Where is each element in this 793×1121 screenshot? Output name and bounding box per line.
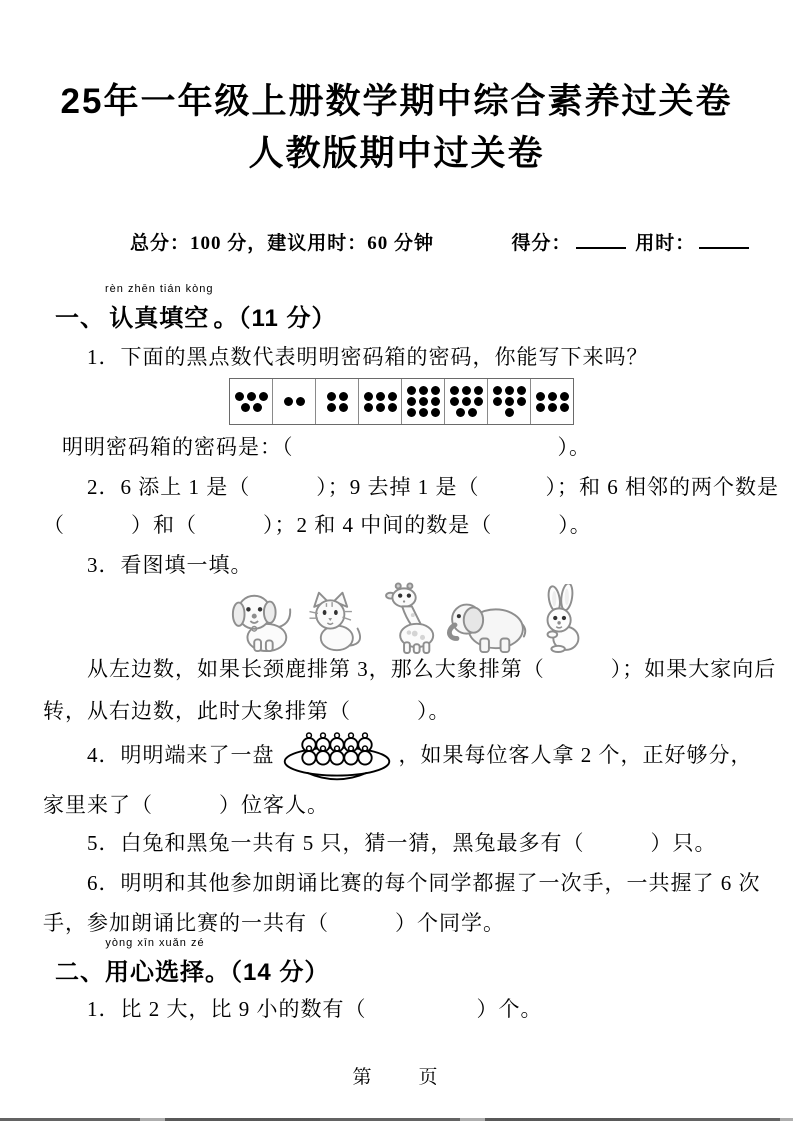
dot bbox=[419, 397, 428, 406]
cat-image bbox=[301, 588, 367, 654]
dot bbox=[548, 403, 557, 412]
dot-cell bbox=[273, 379, 316, 424]
s1-q4-line1 bbox=[87, 724, 753, 786]
dot bbox=[407, 408, 416, 417]
dot bbox=[474, 386, 483, 395]
dot bbox=[536, 392, 545, 401]
dot bbox=[462, 386, 471, 395]
dot bbox=[505, 408, 514, 417]
dot-cell bbox=[316, 379, 359, 424]
dot bbox=[450, 397, 459, 406]
dot bbox=[517, 397, 526, 406]
dot-cell bbox=[359, 379, 402, 424]
dot-row bbox=[505, 408, 514, 417]
s1-q1-answer-line: 明明密码箱的密码是：（ ）。 bbox=[62, 435, 591, 459]
plate-of-fruits-image bbox=[281, 726, 393, 784]
dot bbox=[364, 392, 373, 401]
dot bbox=[431, 408, 440, 417]
section2-number: 二、 bbox=[55, 959, 105, 986]
dot bbox=[388, 403, 397, 412]
dot-cell bbox=[445, 379, 488, 424]
s1-q6-line1: 6．明明和其他参加朗诵比赛的每个同学都握了一次手，一共握了 6 次 bbox=[87, 871, 761, 895]
s1-q4-before-plate: 4．明明端来了一盘 bbox=[87, 743, 275, 767]
dot-row bbox=[364, 392, 397, 401]
dot bbox=[548, 392, 557, 401]
s1-q3-text: 3．看图填一填。 bbox=[87, 553, 253, 577]
s1-q4-line2: 家里来了（ ）位客人。 bbox=[43, 793, 329, 817]
dot-row bbox=[450, 397, 483, 406]
dot-row bbox=[456, 408, 477, 417]
section1-title-hanzi: 认真填空 bbox=[109, 305, 210, 332]
info-row bbox=[130, 228, 753, 255]
elephant-image bbox=[445, 590, 529, 654]
dot bbox=[431, 397, 440, 406]
page-title bbox=[0, 76, 793, 180]
dog-image bbox=[228, 588, 296, 654]
dot-row bbox=[493, 397, 526, 406]
section2-header bbox=[55, 938, 329, 987]
dot-cell bbox=[488, 379, 531, 424]
score-label: 得分： bbox=[511, 233, 572, 254]
dot bbox=[536, 403, 545, 412]
section2-title-word bbox=[105, 938, 205, 987]
dot-row bbox=[241, 403, 262, 412]
fruit bbox=[316, 751, 329, 764]
dot bbox=[339, 403, 348, 412]
dot-row bbox=[235, 392, 268, 401]
dot bbox=[560, 392, 569, 401]
s1-q3-line2: 转，从右边数，此时大象排第（ ）。 bbox=[43, 699, 451, 723]
fruit bbox=[358, 751, 371, 764]
s1-q3-line1: 从左边数，如果长颈鹿排第 3，那么大象排第（ ）；如果大家向后 bbox=[87, 657, 777, 681]
dot bbox=[474, 397, 483, 406]
score-blank bbox=[576, 233, 626, 249]
dot bbox=[462, 397, 471, 406]
dot bbox=[284, 397, 293, 406]
giraffe-image bbox=[372, 582, 440, 654]
dot-row bbox=[284, 397, 305, 406]
dot bbox=[456, 408, 465, 417]
rabbit-image bbox=[534, 584, 590, 654]
dot bbox=[259, 392, 268, 401]
dot bbox=[505, 397, 514, 406]
s1-q5-text: 5．白兔和黑兔一共有 5 只，猜一猜，黑兔最多有（ ）只。 bbox=[87, 831, 717, 855]
dot-row bbox=[493, 386, 526, 395]
section1-points: 。（11 分） bbox=[213, 305, 337, 332]
dot bbox=[296, 397, 305, 406]
dot-row bbox=[327, 392, 348, 401]
dot bbox=[419, 386, 428, 395]
s1-q2-line1: 2．6 添上 1 是（ ）；9 去掉 1 是（ ）；和 6 相邻的两个数是 bbox=[87, 475, 779, 499]
dot bbox=[468, 408, 477, 417]
section2-points: 。（14 分） bbox=[205, 959, 330, 986]
dot-row bbox=[450, 386, 483, 395]
dot-row bbox=[407, 408, 440, 417]
dot bbox=[253, 403, 262, 412]
s2-q1-text: 1．比 2 大，比 9 小的数有（ ）个。 bbox=[87, 997, 543, 1021]
dot-row bbox=[407, 386, 440, 395]
animals-row bbox=[228, 582, 590, 654]
dot bbox=[247, 392, 256, 401]
dot-grid bbox=[229, 378, 574, 425]
dot bbox=[407, 386, 416, 395]
section1-number: 一、 bbox=[55, 305, 105, 332]
dot bbox=[450, 386, 459, 395]
dot bbox=[419, 408, 428, 417]
time-blank bbox=[699, 233, 749, 249]
dot bbox=[431, 386, 440, 395]
dot bbox=[339, 392, 348, 401]
dot-cell bbox=[230, 379, 273, 424]
dot-row bbox=[364, 403, 397, 412]
fruit bbox=[344, 751, 357, 764]
dot bbox=[493, 397, 502, 406]
total-score-text: 总分：100 分，建议用时：60 分钟 bbox=[130, 233, 435, 254]
dot bbox=[327, 392, 336, 401]
page-title-line2: 人教版期中过关卷 bbox=[248, 134, 545, 173]
section1-pinyin: rèn zhēn tián kòng bbox=[105, 283, 214, 295]
dot bbox=[407, 397, 416, 406]
dot bbox=[517, 386, 526, 395]
fruit bbox=[302, 751, 315, 764]
section2-pinyin: yòng xīn xuǎn zé bbox=[105, 937, 205, 949]
dot-row bbox=[536, 403, 569, 412]
page-footer: 第 页 bbox=[352, 1067, 441, 1088]
page-title-line1: 25年一年级上册数学期中综合素养过关卷 bbox=[60, 82, 733, 121]
time-label: 用时： bbox=[635, 233, 696, 254]
section1-header bbox=[55, 284, 337, 333]
dot-row bbox=[536, 392, 569, 401]
s1-q2-line2: （ ）和（ ）；2 和 4 中间的数是（ ）。 bbox=[43, 513, 592, 537]
dot bbox=[388, 392, 397, 401]
s1-q1-text: 1．下面的黑点数代表明明密码箱的密码，你能写下来吗？ bbox=[87, 345, 649, 369]
fruit bbox=[330, 751, 343, 764]
dot bbox=[235, 392, 244, 401]
dot bbox=[376, 403, 385, 412]
dot bbox=[505, 386, 514, 395]
dot bbox=[327, 403, 336, 412]
dot-row bbox=[327, 403, 348, 412]
s1-q4-after-plate: ，如果每位客人拿 2 个，正好够分， bbox=[398, 743, 753, 767]
dot bbox=[560, 403, 569, 412]
dot bbox=[493, 386, 502, 395]
dot-cell bbox=[531, 379, 573, 424]
s1-q6-line2: 手，参加朗诵比赛的一共有（ ）个同学。 bbox=[43, 911, 505, 935]
section1-title-word bbox=[105, 284, 214, 333]
section2-title-hanzi: 用心选择 bbox=[105, 959, 205, 986]
dot-cell bbox=[402, 379, 445, 424]
dot-row bbox=[407, 397, 440, 406]
dot bbox=[376, 392, 385, 401]
dot bbox=[241, 403, 250, 412]
dot bbox=[364, 403, 373, 412]
